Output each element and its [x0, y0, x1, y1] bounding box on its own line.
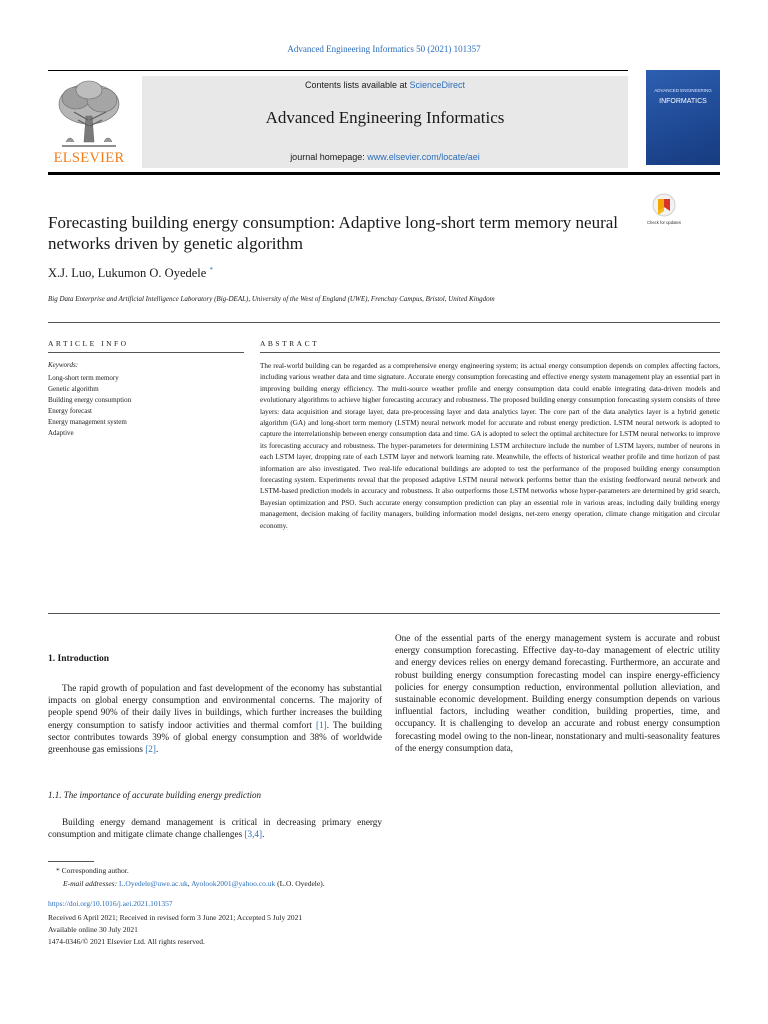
corresponding-author-mark[interactable]: * [209, 266, 213, 274]
email-link[interactable]: L.Oyedele@uwe.ac.uk [118, 879, 188, 888]
article-info-heading: ARTICLE INFO [48, 339, 129, 348]
reference-link[interactable]: [2] [145, 744, 156, 755]
copyright-notice: 1474-0346/© 2021 Elsevier Ltd. All rights reserved. [48, 937, 205, 946]
journal-citation-link[interactable]: Advanced Engineering Informatics 50 (2021) 101357 [287, 44, 481, 54]
intro-text-part: . [155, 744, 159, 755]
online-date: Available online 30 July 2021 [48, 925, 138, 934]
cover-title: INFORMATICS [659, 98, 707, 105]
journal-cover-image[interactable] [646, 70, 720, 165]
keywords-label: Keywords: [48, 361, 79, 369]
article-info-top-rule [48, 322, 720, 323]
check-for-updates-icon[interactable] [649, 192, 679, 232]
reference-link[interactable]: [3,4] [244, 829, 263, 840]
abstract-heading: ABSTRACT [260, 339, 320, 348]
reference-link[interactable]: [1] [316, 719, 327, 730]
footnote-rule [48, 861, 94, 862]
elsevier-wordmark: ELSEVIER [53, 150, 125, 166]
header-top-rule [48, 70, 628, 71]
email-link[interactable]: Ayolook2001@yahoo.co.uk [191, 879, 276, 888]
keyword-item: Long-short term memory [48, 374, 119, 382]
right-column-paragraph: One of the essential parts of the energy management system is accurate and robust energy consumption forecasting. Effective day-to-day management of electric utility and energy devices relies on energy demand forecasting. Furthermore, an accurate and robust building energy consumption forecasting model can inspire energy-efficiency policies for energy consumption reduction, environmental pollution alleviation, and sustainable economic development. Building energy consumption depends on various influential factors, including weather condition, building properties, time, and occupancy. It is challenging to develop an accurate and robust energy consumption forecasting model owing to the non-linear, nonstationary and multi-seasonality features of the energy consumption data, [395, 633, 720, 753]
email-suffix: (L.O. Oyedele). [275, 879, 325, 888]
keyword-item: Genetic algorithm [48, 385, 99, 393]
author-names: X.J. Luo, Lukumon O. Oyedele [48, 266, 207, 281]
introduction-paragraph [48, 682, 382, 755]
author-affiliation: Big Data Enterprise and Artificial Intelligence Laboratory (Big-DEAL), University of the West of England (UWE), Frenchay Campus, Bristol, United Kingdom [48, 295, 495, 303]
corresponding-author-note: * Corresponding author. [56, 866, 129, 875]
doi-link[interactable]: https://doi.org/10.1016/j.aei.2021.101357 [48, 899, 173, 908]
abstract-text: The real-world building can be regarded as a comprehensive energy engineering system; its actual energy consumption depends on complex affecting factors, including various weather data and time signature. Accurate energy consumption forecasting and effective energy system management play an essential part in improving building energy efficiency. The multi-source weather profile and energy consumption data could enable integrating data-driven models and evolutionary algorithms to achieve higher forecasting accuracy and robustness. The proposed building energy consumption forecasting system consists of three layers: data acquisition and storage layer, data pre-processing layer and data analytics layer. The core part of the data analytics layer is a hybrid genetic algorithm (GA) and long-short term memory (LSTM) neural network model for accurate and robust energy prediction. LSTM neural network is adopted to capture the interrelationship between energy consumption data and time. GA is adopted to select the optimal architecture for LSTM neural networks to improve its forecasting accuracy and robustness. The hyper-parameters for determining LSTM architecture include the number of LSTM layers, number of neurons in each LSTM layer, dropping rate of each LSTM layer and network learning rate. Meanwhile, the effects of historical weather profile and time horizon of past information are also investigated. Two real-life educational buildings are adopted to test the performance of the proposed building energy consumption forecasting system. Experiments reveal that the proposed adaptive LSTM neural network performs better than the existing feedforward neural network and LSTM-based prediction models in accuracy and robustness. It also outperforms those LSTM networks whose hyper-parameters are determined by grid search, Bayesian optimization and PSO. Such accurate energy consumption prediction can play an essential role in various areas, including daily building energy management, decision making of facility managers, building information model designs, net-zero energy operation, climate change mitigation and circular economy. [260, 362, 720, 530]
header-bottom-rule [48, 172, 720, 175]
abstract-rule [260, 352, 720, 353]
abstract-end-rule [48, 613, 720, 614]
keyword-item: Energy forecast [48, 407, 92, 415]
contents-available-line [142, 80, 628, 90]
email-addresses [63, 879, 325, 888]
author-list [48, 266, 213, 281]
received-dates: Received 6 April 2021; Received in revised form 3 June 2021; Accepted 5 July 2021 [48, 913, 303, 922]
contents-prefix: Contents lists available at [304, 80, 410, 90]
email-label: E-mail addresses: [63, 879, 119, 888]
subsection-paragraph [48, 816, 382, 840]
check-badge-label: Check for updates [647, 220, 681, 225]
journal-name: Advanced Engineering Informatics [265, 108, 505, 127]
keyword-item: Adaptive [48, 429, 74, 437]
subsection-heading: 1.1. The importance of accurate building energy prediction [48, 790, 262, 800]
keyword-item: Building energy consumption [48, 396, 132, 404]
homepage-prefix: journal homepage: [290, 152, 368, 162]
sub-text-part: . [262, 829, 265, 840]
sciencedirect-link[interactable]: ScienceDirect [409, 80, 466, 90]
keyword-item: Energy management system [48, 418, 127, 426]
intro-text-part: The rapid growth of population and fast development of the economy has substantial impacts on global energy consumption and environmental concerns. The majority of people spend 90% of their daily lives in buildings, which further increases the building energy consumption to satisfy indoor activities and thermal comfort [48, 683, 382, 730]
keywords-list [48, 373, 131, 439]
journal-homepage-link[interactable]: www.elsevier.com/locate/aei [367, 152, 480, 162]
intro-text-part: . The building sector contributes towards 39% of global energy consumption and 38% of worldwide greenhouse gas emissions [48, 719, 382, 755]
paper-title: Forecasting building energy consumption: Adaptive long-short term memory neural networks driven by genetic algorithm [48, 213, 619, 253]
email-separator: , [187, 879, 192, 888]
cover-subtitle: ADVANCED ENGINEERING [654, 88, 712, 93]
journal-homepage-line [142, 152, 628, 162]
introduction-heading: 1. Introduction [48, 654, 110, 664]
sub-text-part: Building energy demand management is critical in decreasing primary energy consumption and mitigate climate change challenges [48, 817, 382, 840]
article-info-rule [48, 352, 244, 353]
